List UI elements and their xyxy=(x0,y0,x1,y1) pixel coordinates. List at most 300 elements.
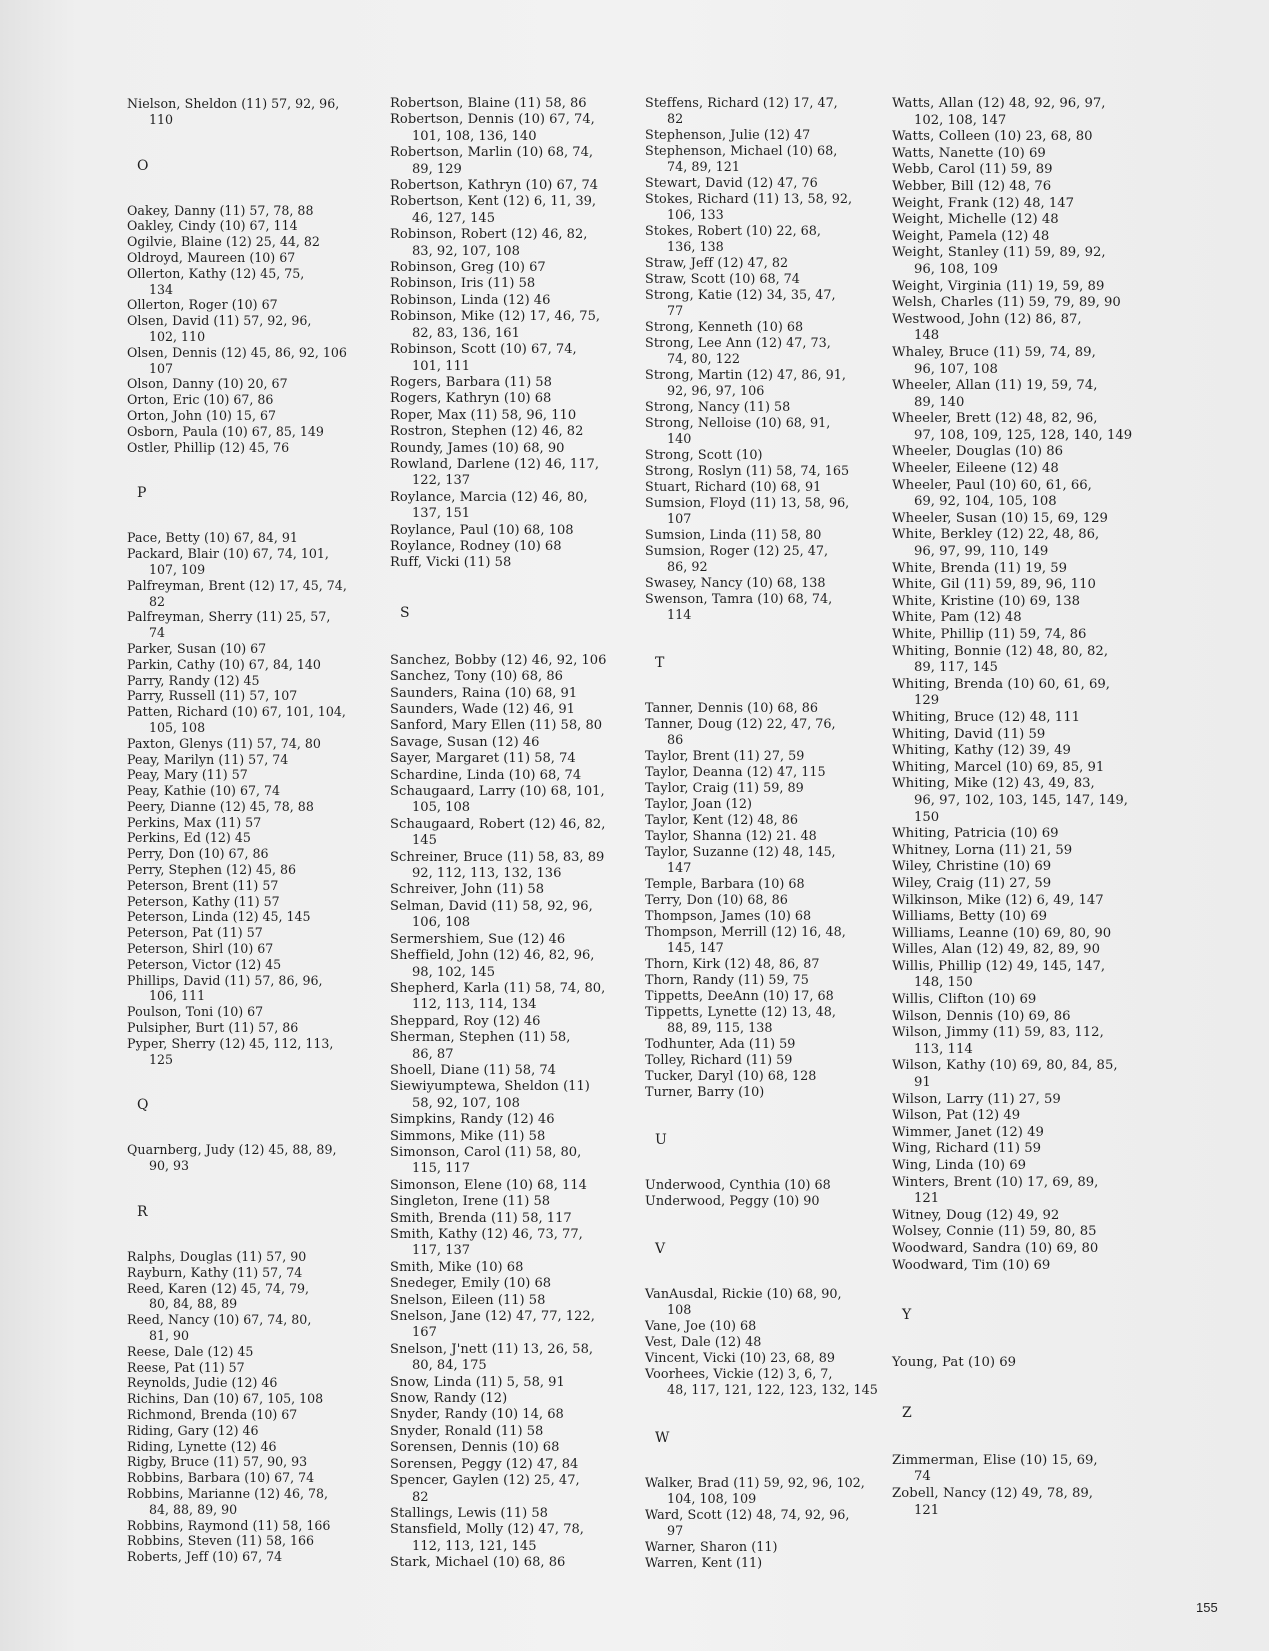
index-column-2 xyxy=(390,96,640,1572)
person-name: Whiting, Patricia xyxy=(892,826,1007,842)
index-entry-line xyxy=(892,129,1152,146)
page-list-continuation: 145 xyxy=(412,833,437,849)
index-entry xyxy=(892,1258,1152,1275)
index-entry-line xyxy=(390,1506,640,1522)
index-entry xyxy=(892,727,1152,744)
index-entry xyxy=(645,96,885,128)
index-entry xyxy=(390,227,640,260)
index-entry xyxy=(892,1009,1152,1026)
index-entry-line xyxy=(645,192,885,208)
index-entry-line xyxy=(127,1533,385,1549)
index-entry-line xyxy=(390,1260,640,1276)
index-entry xyxy=(892,893,1152,910)
grade-and-pages: (12) 46 xyxy=(227,1375,278,1391)
index-entry xyxy=(127,657,385,673)
person-name: Sanford, Mary Ellen xyxy=(390,718,526,734)
grade-and-pages: (12) 46, 117, xyxy=(509,456,599,472)
grade-and-pages: (11) 59, 92, 96, 102, xyxy=(729,1476,865,1491)
person-name: Terry, Don xyxy=(645,893,713,908)
page-list-continuation: 136, 138 xyxy=(667,240,724,255)
index-entry-line xyxy=(390,1079,640,1095)
index-entry-line xyxy=(127,250,385,266)
index-entry xyxy=(390,702,640,718)
person-name: Roberts, Jeff xyxy=(127,1549,209,1565)
grade-and-pages: (10) 67, 74 xyxy=(240,1470,315,1486)
index-entry xyxy=(892,461,1152,478)
grade-and-pages: (11) 58, xyxy=(514,1030,571,1046)
index-entry-line xyxy=(127,1265,385,1281)
index-entry xyxy=(390,1063,640,1079)
grade-and-pages: (10) 69 xyxy=(998,1257,1051,1273)
index-entry xyxy=(390,850,640,883)
grade-and-pages: (11) 57, 92, 96, xyxy=(237,96,340,111)
person-name: Wheeler, Douglas xyxy=(892,444,1011,460)
person-name: Shoell, Diane xyxy=(390,1062,480,1078)
index-entry xyxy=(127,1533,385,1549)
grade-and-pages: (10) 68, 86 xyxy=(743,701,818,716)
person-name: Orton, John xyxy=(127,407,203,423)
person-name: Todhunter, Ada xyxy=(645,1037,745,1052)
person-name: Snow, Randy xyxy=(390,1391,477,1407)
person-name: Rostron, Stephen xyxy=(390,424,507,440)
page-list-continuation: 83, 92, 107, 108 xyxy=(412,243,520,259)
index-entry xyxy=(892,926,1152,943)
grade-and-pages: (10) 67, 84, 140 xyxy=(214,656,321,672)
grade-and-pages: (11) 13, 58, 96, xyxy=(746,496,850,511)
grade-and-pages: (11) 57, 78, 88 xyxy=(215,202,314,218)
grade-and-pages: (12) 3, 6, 7, xyxy=(753,1367,833,1382)
index-entry-line xyxy=(892,610,1152,627)
index-entry-line xyxy=(390,768,640,784)
page-list-continuation: 150 xyxy=(914,809,940,825)
index-entry xyxy=(390,899,640,932)
index-entry xyxy=(892,843,1152,860)
index-entry-line xyxy=(390,1145,640,1161)
index-entry xyxy=(892,677,1152,710)
index-entry xyxy=(645,1540,885,1556)
index-entry-line xyxy=(127,752,385,768)
index-entry-line xyxy=(390,293,640,309)
index-entry xyxy=(127,1454,385,1470)
index-entry-line xyxy=(127,894,385,910)
index-entry-line xyxy=(390,1063,640,1079)
grade-and-pages: (12) 47, 86, 91, xyxy=(742,368,846,383)
person-name: Olsen, David xyxy=(127,313,210,329)
index-entry xyxy=(892,162,1152,179)
index-entry xyxy=(127,878,385,894)
index-entry-line xyxy=(127,925,385,941)
index-entry xyxy=(127,1423,385,1439)
index-entry xyxy=(127,1470,385,1486)
grade-and-pages: (12) 46, 82, xyxy=(506,227,588,243)
index-entry xyxy=(127,673,385,689)
index-entry-line xyxy=(390,1293,640,1309)
index-entry-line xyxy=(390,882,640,898)
person-name: Sermershiem, Sue xyxy=(390,931,514,947)
page-list-continuation: 96, 97, 102, 103, 145, 147, 149, xyxy=(914,792,1128,808)
person-name: Stallings, Lewis xyxy=(390,1505,497,1521)
person-name: Taylor, Shanna xyxy=(645,829,742,844)
person-name: Snelson, Jane xyxy=(390,1309,481,1325)
index-entry-line xyxy=(390,555,640,571)
page-list-continuation: 107 xyxy=(149,360,174,376)
person-name: Willis, Phillip xyxy=(892,958,982,974)
index-entry-line xyxy=(892,743,1152,760)
index-entry-line xyxy=(390,424,640,440)
person-name: Strong, Nancy xyxy=(645,400,740,415)
index-entry xyxy=(127,313,385,345)
grade-and-pages: (12) 13, 48, xyxy=(757,1005,836,1020)
person-name: Nielson, Sheldon xyxy=(127,96,238,111)
grade-and-pages: (11) 57, 86 xyxy=(224,1020,299,1036)
person-name: Peay, Mary xyxy=(127,767,198,783)
grade-and-pages: (10) 23, 68, 89 xyxy=(735,1351,835,1366)
grade-and-pages: (10) 68, 91, xyxy=(751,416,831,431)
page-list-continuation: 90, 93 xyxy=(149,1158,190,1174)
page-list-continuation: 107 xyxy=(667,512,692,527)
grade-and-pages: (10) 86 xyxy=(1010,444,1064,460)
grade-and-pages: (11) 57 xyxy=(197,767,248,783)
index-entry xyxy=(645,957,885,973)
index-entry xyxy=(390,1342,640,1375)
index-entry xyxy=(645,288,885,320)
page-list-continuation: 121 xyxy=(914,1502,940,1518)
page-list-continuation: 89, 140 xyxy=(914,394,965,410)
grade-and-pages: (10) 68, 74, xyxy=(512,145,594,161)
index-entry xyxy=(127,894,385,910)
grade-and-pages: (10) 69, 80, 90 xyxy=(1008,925,1112,941)
grade-and-pages: (12) 48, 74, 92, 96, xyxy=(721,1508,850,1523)
person-name: Taylor, Kent xyxy=(645,813,724,828)
index-entry xyxy=(127,424,385,440)
person-name: Savage, Susan xyxy=(390,734,488,750)
index-entry xyxy=(390,539,640,555)
index-entry xyxy=(390,1424,640,1440)
grade-and-pages: (12) 46 xyxy=(226,1438,277,1454)
index-entry-line xyxy=(127,1375,385,1391)
grade-and-pages: (10) 68, 74 xyxy=(725,272,800,287)
index-entry-line xyxy=(127,1142,385,1158)
person-name: Wiley, Craig xyxy=(892,875,974,891)
index-entry xyxy=(390,1227,640,1260)
index-entry-line xyxy=(892,1141,1152,1158)
index-entry-line xyxy=(892,942,1152,959)
person-name: White, Kristine xyxy=(892,593,995,609)
person-name: Woodward, Sandra xyxy=(892,1240,1021,1256)
index-entry-line xyxy=(390,260,640,276)
grade-and-pages: (12) 48, 86 xyxy=(723,813,798,828)
index-entry xyxy=(892,760,1152,777)
index-entry-line xyxy=(892,196,1152,213)
index-entry-line xyxy=(127,313,385,329)
page-list-continuation: 80, 84, 88, 89 xyxy=(149,1296,238,1312)
index-entry xyxy=(645,845,885,877)
index-entry-line xyxy=(892,1125,1152,1142)
person-name: Wimmer, Janet xyxy=(892,1124,992,1140)
person-name: VanAusdal, Rickie xyxy=(645,1287,763,1302)
page-list-continuation: 86, 92 xyxy=(667,560,708,575)
person-name: Simonson, Elene xyxy=(390,1177,503,1193)
index-entry xyxy=(892,345,1152,378)
index-entry-line xyxy=(645,1367,885,1383)
index-entry xyxy=(390,1145,640,1178)
person-name: Shepherd, Karla xyxy=(390,980,500,996)
person-name: Sherman, Stephen xyxy=(390,1030,515,1046)
person-name: Sanchez, Bobby xyxy=(390,652,497,668)
page-list-continuation: 77 xyxy=(667,304,684,319)
grade-and-pages: (11) 58, 74, 80, xyxy=(499,980,606,996)
index-entry-line xyxy=(892,527,1152,544)
grade-and-pages: (10) 68, 108 xyxy=(488,522,574,538)
index-entry-line xyxy=(127,609,385,625)
index-entry-line xyxy=(645,973,885,989)
index-entry-line xyxy=(645,781,885,797)
person-name: Oakey, Danny xyxy=(127,202,216,218)
person-name: Perry, Stephen xyxy=(127,862,223,878)
index-entry xyxy=(127,297,385,313)
grade-and-pages: (12) 45, 145 xyxy=(228,909,311,925)
grade-and-pages: (12) 21. 48 xyxy=(741,829,817,844)
index-entry-line xyxy=(892,179,1152,196)
page-list-continuation: 58, 92, 107, 108 xyxy=(412,1095,520,1111)
grade-and-pages: (11) 59, 89 xyxy=(975,162,1053,178)
index-entry xyxy=(645,368,885,400)
index-entry xyxy=(645,192,885,224)
index-entry-line xyxy=(390,1457,640,1473)
index-entry xyxy=(127,1036,385,1068)
index-entry-line xyxy=(645,845,885,861)
index-entry xyxy=(127,234,385,250)
grade-and-pages: (11) 13, 58, 92, xyxy=(748,192,853,207)
index-entry xyxy=(390,555,640,571)
person-name: Robbins, Marianne xyxy=(127,1485,251,1501)
grade-and-pages: (12) 47, 76 xyxy=(742,176,818,191)
grade-and-pages: (10) 15, 69, 129 xyxy=(996,510,1108,526)
index-entry xyxy=(390,1293,640,1309)
index-entry xyxy=(127,815,385,831)
grade-and-pages: (11) 58, 74, 165 xyxy=(741,464,850,479)
index-entry-line xyxy=(645,144,885,160)
person-name: Stephenson, Julie xyxy=(645,128,760,143)
person-name: Watts, Colleen xyxy=(892,129,990,145)
page-list-continuation: 101, 108, 136, 140 xyxy=(412,128,537,144)
grade-and-pages: (10) 67, 74 xyxy=(521,178,599,194)
grade-and-pages: (12) 46 xyxy=(488,1013,541,1029)
grade-and-pages: (10) 68, 91 xyxy=(746,480,822,495)
person-name: Smith, Mike xyxy=(390,1259,472,1275)
person-name: Spencer, Gaylen xyxy=(390,1473,499,1489)
index-entry xyxy=(892,1224,1152,1241)
person-name: Straw, Jeff xyxy=(645,256,714,271)
grade-and-pages: (10) 67, 101, 104, xyxy=(227,704,346,720)
person-name: Webb, Carol xyxy=(892,162,976,178)
index-entry xyxy=(127,767,385,783)
grade-and-pages: (10) 67 xyxy=(213,1004,264,1020)
grade-and-pages: (10) 22, 68, xyxy=(742,224,821,239)
index-entry-line xyxy=(645,877,885,893)
index-entry-line xyxy=(645,1085,885,1101)
grade-and-pages: (11) 27, 59 xyxy=(983,1091,1061,1107)
index-entry-line xyxy=(390,408,640,424)
grade-and-pages: (10) 69 xyxy=(994,909,1048,925)
index-entry-line xyxy=(892,1224,1152,1241)
index-entry xyxy=(645,496,885,528)
person-name: Watts, Nanette xyxy=(892,145,994,161)
grade-and-pages: (12) 45 xyxy=(200,830,251,846)
index-entry xyxy=(127,909,385,925)
index-entry xyxy=(892,1208,1152,1225)
index-entry xyxy=(645,272,885,288)
index-entry xyxy=(892,959,1152,992)
person-name: Stephenson, Michael xyxy=(645,144,783,159)
person-name: Perry, Don xyxy=(127,846,195,862)
index-entry xyxy=(390,523,640,539)
index-entry-line xyxy=(645,528,885,544)
index-entry xyxy=(390,309,640,342)
person-name: Richmond, Brenda xyxy=(127,1407,248,1422)
index-entry xyxy=(127,783,385,799)
person-name: Ogilvie, Blaine xyxy=(127,234,222,250)
grade-and-pages: (10) 68, 86 xyxy=(712,893,788,908)
index-entry xyxy=(645,576,885,592)
index-entry xyxy=(645,480,885,496)
index-entry-line xyxy=(645,1053,885,1069)
index-entry xyxy=(892,245,1152,278)
person-name: Robertson, Blaine xyxy=(390,96,511,111)
grade-and-pages: (10) 68 xyxy=(471,1259,524,1275)
page-list-continuation: 102, 110 xyxy=(149,328,206,344)
index-entry-line xyxy=(645,1351,885,1367)
grade-and-pages: (10) 68 xyxy=(752,320,804,335)
index-entry-line xyxy=(645,1005,885,1021)
index-entry xyxy=(390,669,640,685)
index-entry-line xyxy=(390,653,640,669)
person-name: Riding, Gary xyxy=(127,1422,209,1438)
index-entry xyxy=(127,1486,385,1518)
grade-and-pages: (11) 57 xyxy=(194,1359,245,1375)
index-entry-line xyxy=(127,266,385,282)
page-list-continuation: 148, 150 xyxy=(914,975,973,991)
index-entry-line xyxy=(892,594,1152,611)
person-name: Tanner, Doug xyxy=(645,717,733,732)
person-name: Rogers, Kathryn xyxy=(390,391,500,407)
person-name: Stokes, Richard xyxy=(645,192,749,207)
index-entry xyxy=(390,653,640,669)
person-name: Peterson, Pat xyxy=(127,925,213,941)
grade-and-pages: (10) 67, 74 xyxy=(208,1549,283,1565)
index-entry-line xyxy=(645,256,885,272)
person-name: Sanchez, Tony xyxy=(390,669,487,685)
person-name: Robinson, Linda xyxy=(390,292,499,308)
person-name: Perkins, Ed xyxy=(127,830,201,846)
index-entry xyxy=(892,1125,1152,1142)
index-entry-line xyxy=(645,336,885,352)
index-entry-line xyxy=(390,751,640,767)
index-entry-line xyxy=(127,1549,385,1565)
grade-and-pages: (10) 68 xyxy=(499,391,552,407)
grade-and-pages: (10) 68, 74, xyxy=(753,592,833,607)
index-entry xyxy=(645,1556,885,1572)
grade-and-pages: (10) 69 xyxy=(998,859,1052,875)
index-entry xyxy=(892,594,1152,611)
page-list-continuation: 117, 137 xyxy=(412,1243,471,1259)
index-entry-line xyxy=(892,826,1152,843)
index-entry xyxy=(127,830,385,846)
index-entry xyxy=(390,112,640,145)
grade-and-pages: (10) 67, 74, 80, xyxy=(209,1312,312,1328)
section-letter-heading: P xyxy=(137,485,147,502)
section-letter-heading: Q xyxy=(137,1097,149,1114)
person-name: Simonson, Carol xyxy=(390,1144,501,1160)
index-entry xyxy=(127,1020,385,1036)
grade-and-pages: (10) 68 xyxy=(509,538,562,554)
index-entry xyxy=(390,1407,640,1423)
index-entry xyxy=(127,1391,385,1407)
index-entry-line xyxy=(645,1476,885,1492)
person-name: Watts, Allan xyxy=(892,96,974,111)
person-name: Willis, Clifton xyxy=(892,992,984,1008)
index-entry xyxy=(127,1375,385,1391)
person-name: Poulson, Toni xyxy=(127,1004,214,1020)
index-entry-line xyxy=(645,1319,885,1335)
page-list-continuation: 106, 108 xyxy=(412,915,471,931)
index-entry xyxy=(645,528,885,544)
index-entry-line xyxy=(645,448,885,464)
index-entry-line xyxy=(127,783,385,799)
index-entry xyxy=(645,336,885,368)
grade-and-pages: (10) 69 xyxy=(1006,826,1059,842)
person-name: Strong, Nelloise xyxy=(645,416,752,431)
grade-and-pages: (11) 59 xyxy=(741,1053,793,1068)
grade-and-pages: (10) 67, 74, 101, xyxy=(218,546,329,562)
index-entry xyxy=(127,1004,385,1020)
page-list-continuation: 113, 114 xyxy=(914,1041,973,1057)
grade-and-pages: (12) 43, 49, 83, xyxy=(987,776,1095,792)
index-entry-line xyxy=(892,295,1152,312)
grade-and-pages: (10) 67 xyxy=(216,640,267,656)
grade-and-pages: (12) 34, 35, 47, xyxy=(732,288,836,303)
index-entry xyxy=(127,578,385,610)
index-entry-line xyxy=(390,1276,640,1292)
page-list-continuation: 74 xyxy=(914,1469,931,1485)
index-entry-line xyxy=(892,229,1152,246)
index-entry-line xyxy=(892,511,1152,528)
index-entry-line xyxy=(892,1175,1152,1192)
grade-and-pages: (12) 48 xyxy=(1006,212,1059,228)
index-entry xyxy=(645,1005,885,1037)
index-entry xyxy=(645,1508,885,1540)
grade-and-pages: (10) 15, 67 xyxy=(202,407,276,423)
index-entry xyxy=(892,444,1152,461)
index-entry xyxy=(127,1407,385,1423)
index-entry-line xyxy=(390,457,640,473)
index-entry xyxy=(892,312,1152,345)
grade-and-pages: (12) 46, 80, xyxy=(506,489,588,505)
index-entry-line xyxy=(645,480,885,496)
index-entry-line xyxy=(892,627,1152,644)
index-entry-line xyxy=(645,1037,885,1053)
index-entry-line xyxy=(645,224,885,240)
grade-and-pages: (11) 58 xyxy=(491,1423,544,1439)
index-entry-line xyxy=(892,876,1152,893)
grade-and-pages: (12) 45, 88, 89, xyxy=(234,1142,337,1158)
index-entry xyxy=(645,1367,885,1399)
index-entry xyxy=(892,1355,1152,1372)
grade-and-pages: (12) 45, 86, 92, 106 xyxy=(216,344,347,360)
index-entry-line xyxy=(127,578,385,594)
person-name: Sumsion, Linda xyxy=(645,528,747,543)
grade-and-pages: (12) 22, 47, 76, xyxy=(732,717,836,732)
